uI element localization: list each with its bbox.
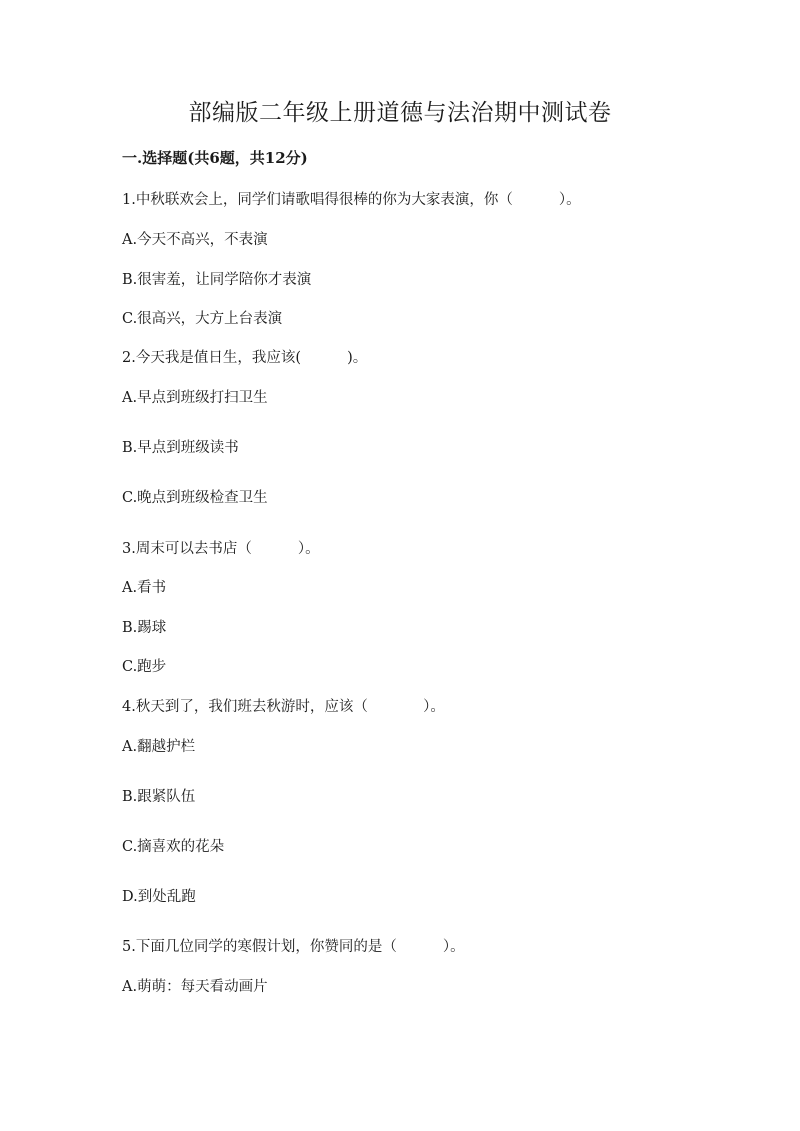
question-4-stem: 4.秋天到了，我们班去秋游时，应该（ ）。 (122, 699, 445, 715)
question-3-option-a: A.看书 (122, 580, 167, 596)
question-1-stem: 1.中秋联欢会上，同学们请歌唱得很棒的你为大家表演，你（ ）。 (122, 192, 581, 208)
question-2-option-c: C.晚点到班级检查卫生 (122, 490, 268, 506)
exam-title: 部编版二年级上册道德与法治期中测试卷 (188, 100, 612, 126)
question-3-option-c: C.跑步 (122, 659, 167, 675)
question-2-option-b: B.早点到班级读书 (122, 440, 239, 456)
question-1-option-c: C.很高兴，大方上台表演 (122, 311, 283, 327)
question-5-stem: 5.下面几位同学的寒假计划，你赞同的是（ ）。 (122, 939, 465, 955)
question-4-option-c: C.摘喜欢的花朵 (122, 839, 225, 855)
section-heading: 一.选择题(共6题，共12分) (122, 149, 308, 167)
question-3-stem: 3.周末可以去书店（ ）。 (122, 541, 320, 557)
question-1-option-a: A.今天不高兴，不表演 (122, 232, 268, 248)
question-4-option-d: D.到处乱跑 (122, 889, 196, 905)
question-1-option-b: B.很害羞，让同学陪你才表演 (122, 272, 312, 288)
question-3-option-b: B.踢球 (122, 620, 167, 636)
question-4-option-a: A.翻越护栏 (122, 739, 196, 755)
question-4-option-b: B.跟紧队伍 (122, 789, 196, 805)
question-2-stem: 2.今天我是值日生，我应该( )。 (122, 350, 368, 366)
question-5-option-a: A.萌萌：每天看动画片 (122, 979, 268, 995)
question-2-option-a: A.早点到班级打扫卫生 (122, 390, 268, 406)
